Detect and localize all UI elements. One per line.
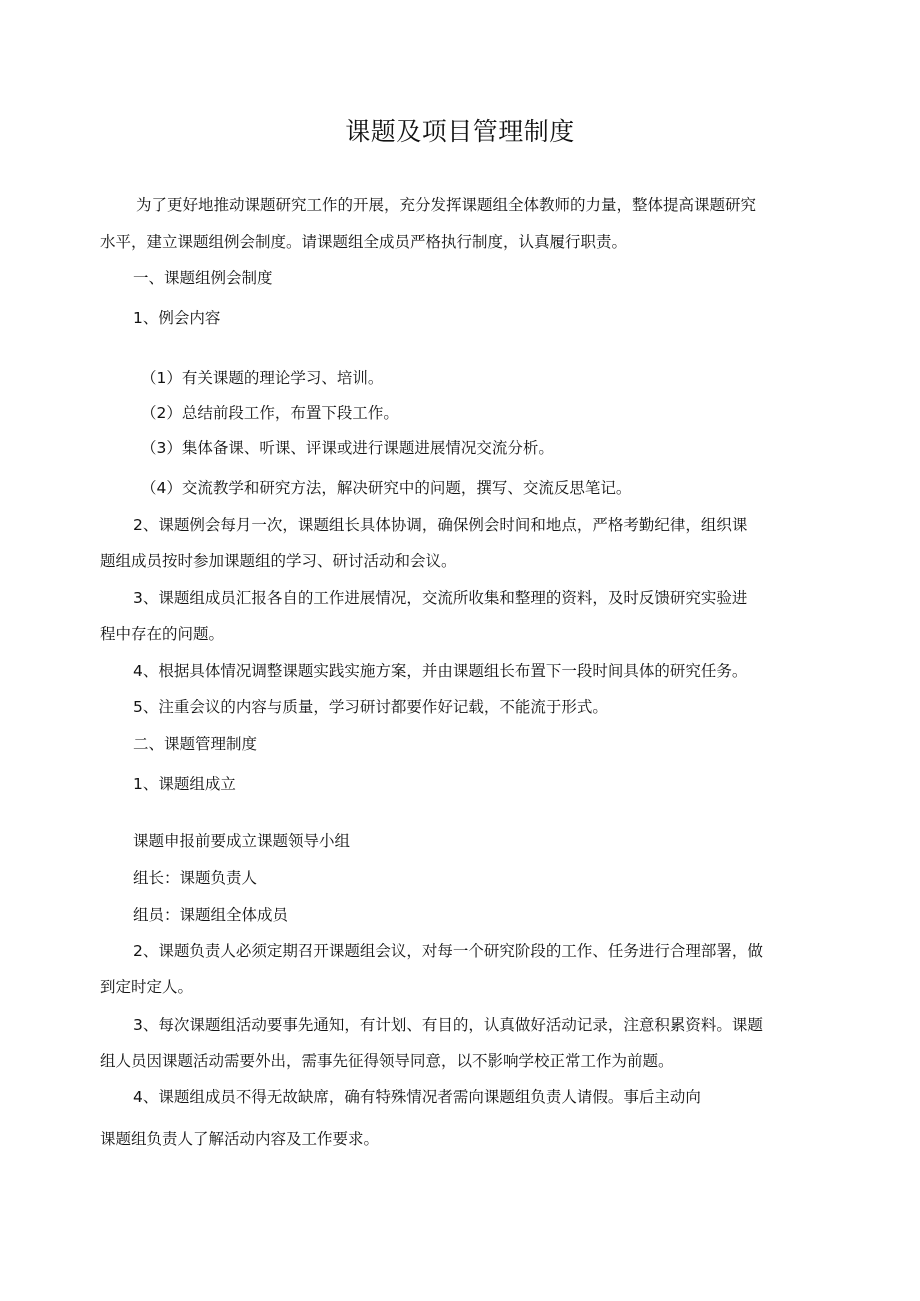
list-item: （1）有关课题的理论学习、培训。 [141,369,384,387]
paragraph-line: 3、课题组成员汇报各自的工作进展情况，交流所收集和整理的资料，及时反馈研究实验进 [133,589,748,607]
paragraph-line: 2、课题例会每月一次，课题组长具体协调，确保例会时间和地点，严格考勤纪律，组织课 [133,516,748,534]
subsection-heading: 1、例会内容 [133,309,221,327]
document-title: 课题及项目管理制度 [345,117,575,146]
section-heading: 二、课题管理制度 [133,735,258,753]
paragraph-line: 组长：课题负责人 [133,869,258,887]
list-item: （4）交流教学和研究方法，解决研究中的问题，撰写、交流反思笔记。 [141,479,632,497]
section-heading: 一、课题组例会制度 [133,269,273,287]
paragraph-line: 2、课题负责人必须定期召开课题组会议，对每一个研究阶段的工作、任务进行合理部署，做 [133,942,763,960]
paragraph-line: 组员：课题组全体成员 [133,906,289,924]
paragraph-line: 程中存在的问题。 [100,625,225,643]
paragraph-line: 4、根据具体情况调整课题实践实施方案，并由课题组长布置下一段时间具体的研究任务。 [133,662,748,680]
paragraph-line: 为了更好地推动课题研究工作的开展，充分发挥课题组全体教师的力量，整体提高课题研究 [136,196,757,214]
paragraph-line: 4、课题组成员不得无故缺席，确有特殊情况者需向课题组负责人请假。事后主动向 [133,1088,701,1106]
paragraph-line: 题组成员按时参加课题组的学习、研讨活动和会议。 [100,552,457,570]
list-item: （2）总结前段工作，布置下段工作。 [141,404,399,422]
list-item: （3）集体备课、听课、评课或进行课题进展情况交流分析。 [141,439,554,457]
paragraph-line: 组人员因课题活动需要外出，需事先征得领导同意，以不影响学校正常工作为前题。 [100,1052,674,1070]
paragraph-line: 5、注重会议的内容与质量，学习研讨都要作好记载，不能流于形式。 [133,698,608,716]
paragraph-line: 课题组负责人了解活动内容及工作要求。 [100,1130,380,1148]
paragraph-line: 3、每次课题组活动要事先通知，有计划、有目的，认真做好活动记录，注意积累资料。课题 [133,1016,763,1034]
paragraph-line: 到定时定人。 [100,978,194,996]
subsection-heading: 1、课题组成立 [133,775,236,793]
paragraph-line: 课题申报前要成立课题领导小组 [133,832,351,850]
paragraph-line: 水平，建立课题组例会制度。请课题组全成员严格执行制度，认真履行职责。 [100,233,628,251]
